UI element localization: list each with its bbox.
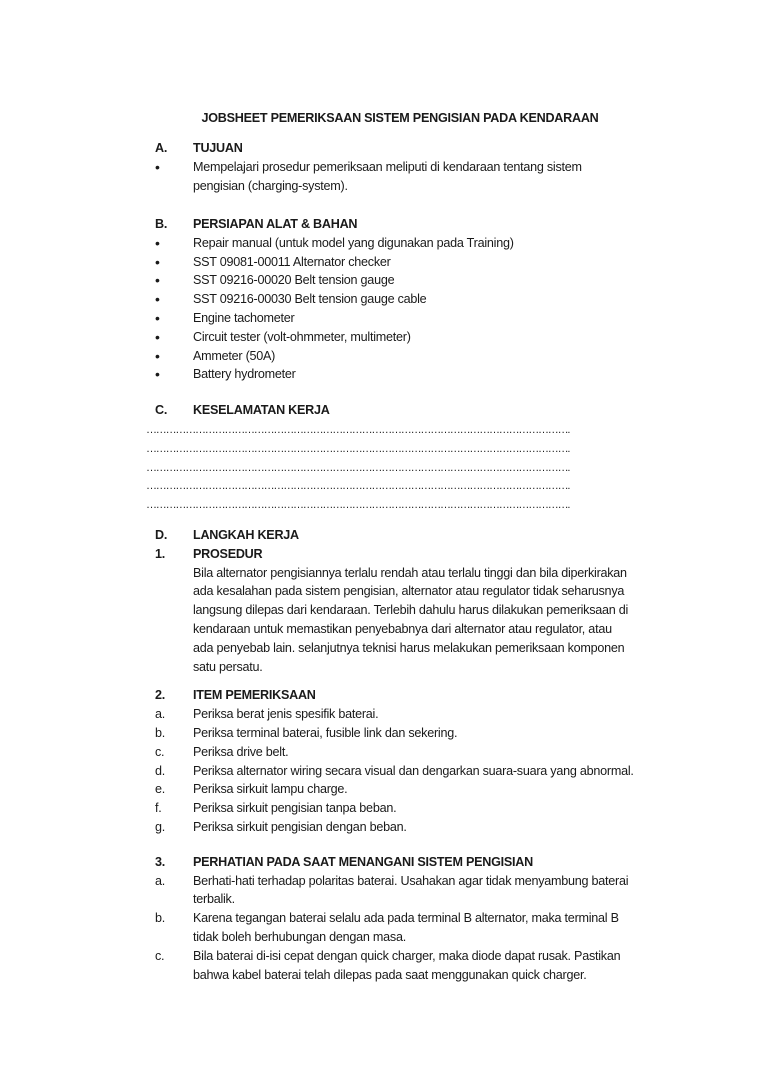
list-item <box>155 799 695 818</box>
list-marker: e. <box>155 782 166 797</box>
list-marker: f. <box>155 801 162 816</box>
section-langkah-kerja <box>155 526 695 984</box>
bullet-icon: • <box>155 272 160 289</box>
section-keselamatan <box>155 401 675 420</box>
list-marker: a. <box>155 873 166 888</box>
list-item <box>155 271 675 290</box>
list-item-text: SST 09216-00030 Belt tension gauge cable <box>193 292 427 307</box>
list-item-text: Battery hydrometer <box>193 367 296 382</box>
list-marker: a. <box>155 707 166 722</box>
dotted-line: …………………………………………………………………………………………………………………. <box>146 442 570 455</box>
list-item-text: Engine tachometer <box>193 310 295 325</box>
list-marker: c. <box>155 948 165 963</box>
bullet-icon: • <box>155 309 160 326</box>
section-heading: A. TUJUAN <box>155 141 243 155</box>
paragraph-line: kendaraan untuk memastikan penyebabnya dari alternator atau regulator, atau <box>193 621 612 636</box>
list-item <box>155 328 675 347</box>
list-item <box>155 309 675 328</box>
subsection-heading: 1. PROSEDUR <box>155 546 263 561</box>
bullet-icon: • <box>155 291 160 308</box>
bullet-icon: • <box>155 158 160 175</box>
paragraph-line: langsung dilepas dari kendaraan. Terlebih dahulu harus dilakukan pemeriksaan di <box>193 603 629 618</box>
list-item <box>155 818 695 837</box>
list-item <box>155 743 695 762</box>
list-item <box>155 705 695 724</box>
section-heading: C. KESELAMATAN KERJA <box>155 403 330 417</box>
list-item <box>155 234 675 253</box>
list-item-continuation: terbalik. <box>193 892 235 907</box>
list-item-text: Periksa drive belt. <box>193 744 289 759</box>
list-item <box>155 780 695 799</box>
list-item <box>155 872 695 891</box>
list-item-continuation: pengisian (charging-system). <box>193 178 348 193</box>
paragraph-line: satu persatu. <box>193 659 263 674</box>
section-persiapan <box>155 215 675 384</box>
bullet-icon: • <box>155 253 160 270</box>
list-item <box>155 947 695 966</box>
section-heading: B. PERSIAPAN ALAT & BAHAN <box>155 217 358 231</box>
paragraph-line: ada kesalahan pada sistem pengisian, alternator atau regulator tidak seharusnya <box>193 584 625 599</box>
list-item-text: Periksa sirkuit pengisian dengan beban. <box>193 819 407 834</box>
list-item-text: Repair manual (untuk model yang digunakan pada Training) <box>193 235 514 250</box>
list-item-text: Karena tegangan baterai selalu ada pada terminal B alternator, maka terminal B <box>193 911 619 926</box>
list-item <box>155 253 675 272</box>
list-marker: g. <box>155 819 166 834</box>
paragraph-line: Bila alternator pengisiannya terlalu rendah atau terlalu tinggi dan bila diperkirakan <box>193 565 627 580</box>
list-item-text: Periksa alternator wiring secara visual dan dengarkan suara-suara yang abnormal. <box>193 763 634 778</box>
dotted-line: …………………………………………………………………………………………………………………. <box>146 424 570 436</box>
bullet-icon: • <box>155 347 160 364</box>
list-item-text: Circuit tester (volt-ohmmeter, multimeter) <box>193 329 411 344</box>
list-item: • Mempelajari prosedur pemeriksaan meliputi di kendaraan tentang sistem <box>155 158 582 175</box>
list-marker: d. <box>155 763 166 778</box>
list-marker: c. <box>155 744 165 759</box>
list-item <box>155 909 695 928</box>
list-item-text: Periksa berat jenis spesifik baterai. <box>193 707 379 722</box>
section-heading: D. LANGKAH KERJA <box>155 528 299 542</box>
list-item <box>155 290 675 309</box>
bullet-icon: • <box>155 234 160 251</box>
list-item-text: Bila baterai di-isi cepat dengan quick charger, maka diode dapat rusak. Pastikan <box>193 948 621 963</box>
list-item-text: Periksa sirkuit lampu charge. <box>193 782 348 797</box>
subsection-heading: 3. PERHATIAN PADA SAAT MENANGANI SISTEM PENGISIAN <box>155 854 533 869</box>
paragraph-line: ada penyebab lain. selanjutnya teknisi harus melakukan pemeriksaan komponen <box>193 640 625 655</box>
dotted-fill-lines <box>146 421 616 515</box>
dotted-line: …………………………………………………………………………………………………………………. <box>146 461 570 474</box>
list-item-text: SST 09081-00011 Alternator checker <box>193 254 391 269</box>
list-item-continuation: tidak boleh berhubungan dengan masa. <box>193 929 406 944</box>
section-tujuan <box>155 139 675 195</box>
list-item-text: Periksa sirkuit pengisian tanpa beban. <box>193 801 397 816</box>
dotted-line: …………………………………………………………………………………………………………………. <box>146 499 570 512</box>
bullet-icon: • <box>155 328 160 345</box>
dotted-line: …………………………………………………………………………………………………………………. <box>146 480 570 493</box>
list-item <box>155 762 695 781</box>
list-item-text: SST 09216-00020 Belt tension gauge <box>193 273 395 288</box>
subsection-heading: 2. ITEM PEMERIKSAAN <box>155 688 316 703</box>
list-item-continuation: bahwa kabel baterai telah dilepas pada saat menggunakan quick charger. <box>193 967 587 982</box>
list-marker: b. <box>155 911 166 926</box>
list-item <box>155 365 675 384</box>
list-item <box>155 347 675 366</box>
document-title: JOBSHEET PEMERIKSAAN SISTEM PENGISIAN PADA KENDARAAN <box>201 111 599 125</box>
list-marker: b. <box>155 725 166 740</box>
list-item-text: Ammeter (50A) <box>193 348 276 363</box>
list-item-text: Periksa terminal baterai, fusible link dan sekering. <box>193 725 458 740</box>
list-item <box>155 724 695 743</box>
bullet-icon: • <box>155 366 160 383</box>
list-item-text: Berhati-hati terhadap polaritas baterai. Usahakan agar tidak menyambung baterai <box>193 873 629 888</box>
